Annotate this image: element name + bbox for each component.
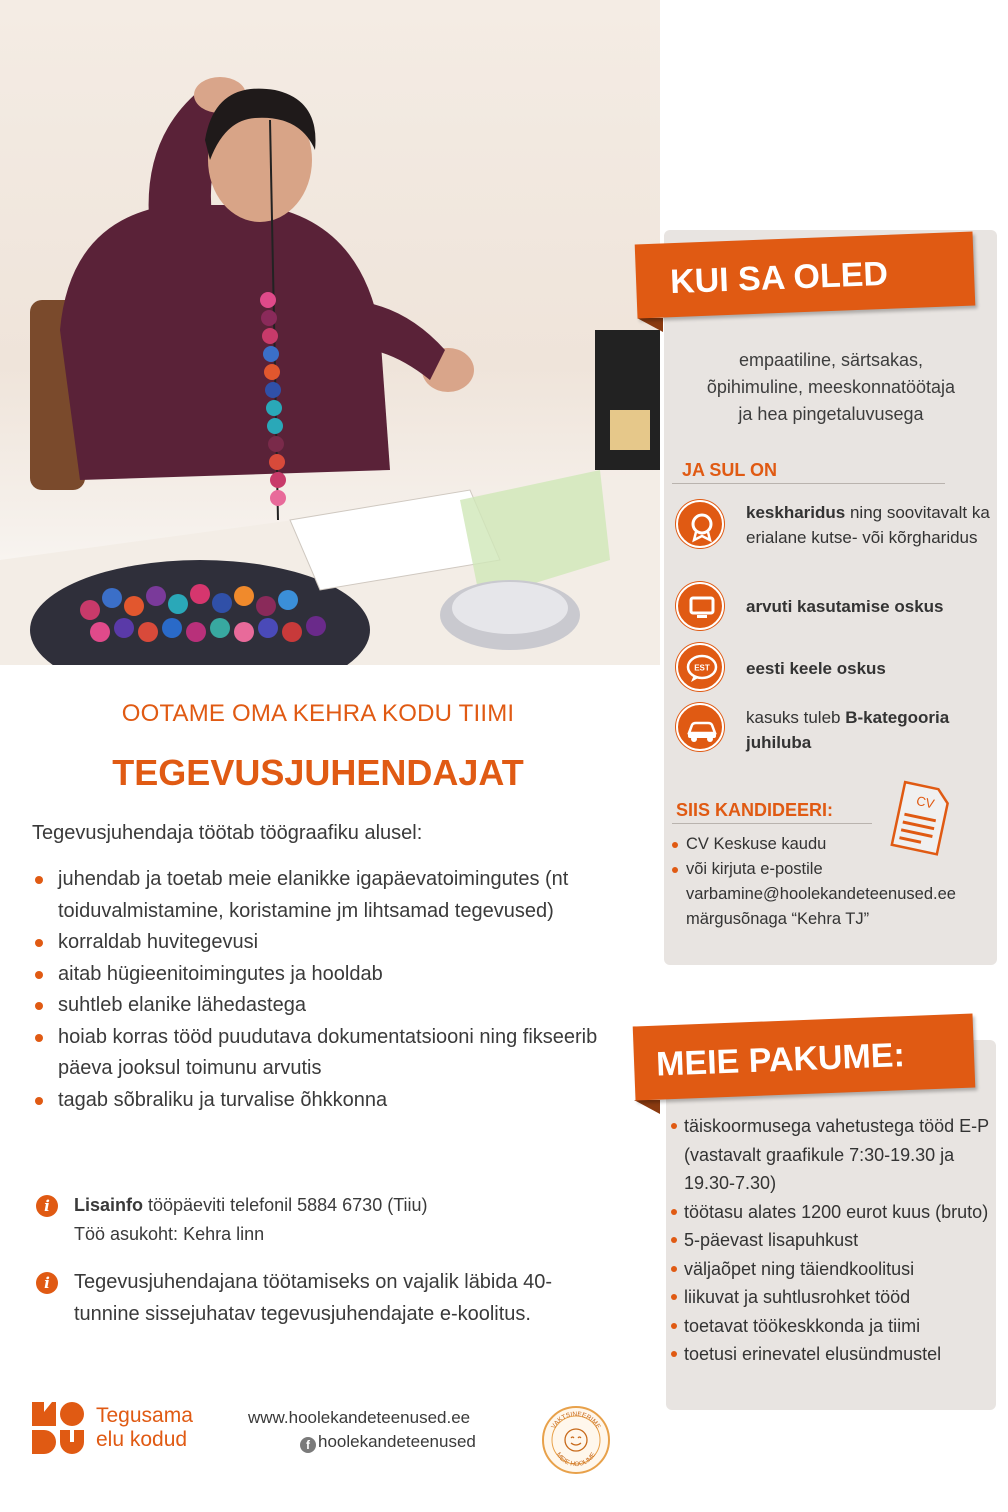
duty-item: tagab sõbraliku ja turvalise õhkkonna [32, 1085, 632, 1117]
info-icon: i [36, 1195, 58, 1217]
kodu-logo [30, 1400, 86, 1456]
divider [672, 483, 945, 484]
hero-kicker: OOTAME OMA KEHRA KODU TIIMI [121, 700, 515, 727]
requirements-banner: KUI SA OLED [635, 232, 976, 319]
traits-line: õpihimuline, meeskonnatöötaja [706, 377, 956, 397]
brand-line: Tegusama [96, 1404, 193, 1427]
lisainfo-label: Lisainfo [74, 1195, 144, 1215]
offer-item: väljaõpet ning täiendkoolitusi [668, 1255, 994, 1284]
badge-bottom-text: MEIE HOOLIME [554, 1451, 598, 1469]
monitor-icon [676, 582, 724, 630]
badge-top-text: VAKTSINEERIME [550, 1410, 602, 1431]
duty-item: juhendab ja toetab meie elanikke igapäevatoimingutes (nt toiduvalmistamine, koristamine jm lihtsamad tegevused) [32, 864, 632, 927]
duty-item: korraldab huvitegevusi [32, 927, 632, 959]
contact-info [36, 1191, 636, 1251]
offer-item: liikuvat ja suhtlusrohket tööd [668, 1283, 994, 1312]
facebook-link[interactable]: hoolekandeteenused [318, 1432, 476, 1451]
banner-fold [637, 318, 663, 332]
offer-item: 5-päevast lisapuhkust [668, 1226, 994, 1255]
training-text: Tegevusjuhendajana töötamiseks on vajalik läbida 40-tunnine sissejuhatav tegevusjuhendajate e-koolitus. [74, 1271, 553, 1325]
license-bold: B-kategooria juhiluba [746, 708, 950, 752]
offer-banner: MEIE PAKUME: [633, 1014, 976, 1101]
car-icon [676, 703, 724, 751]
duty-item: suhtleb elanike lähedastega [32, 990, 632, 1022]
traits-line: empaatiline, särtsakas, [738, 350, 924, 370]
speech-bubble-icon [676, 643, 724, 691]
cv-label: CV [914, 793, 936, 812]
website-link[interactable]: www.hoolekandeteenused.ee [248, 1408, 471, 1427]
hero-photo [0, 0, 660, 665]
divider [672, 823, 872, 824]
duties-intro: Tegevusjuhendaja töötab töögraafiku alusel: [32, 822, 423, 844]
banner-fold [634, 1100, 660, 1114]
license-text: kasuks tuleb [746, 708, 846, 727]
duty-item: hoiab korras tööd puudutava dokumentatsiooni ning fikseerib päeva jooksul toimunu arvutis [32, 1022, 632, 1085]
work-location: Töö asukoht: Kehra linn [74, 1224, 265, 1244]
language-skill: eesti keele oskus [746, 659, 886, 678]
offer-item: töötasu alates 1200 eurot kuus (bruto) [668, 1198, 994, 1227]
lisainfo-phone: tööpäeviti telefonil 5884 6730 (Tiiu) [143, 1195, 428, 1215]
est-label: EST [694, 663, 710, 673]
brand-line: elu kodud [96, 1428, 188, 1451]
vaccination-badge [540, 1404, 612, 1476]
brand-name [96, 1404, 193, 1452]
have-heading: JA SUL ON [682, 460, 778, 480]
offer-item: täiskoormusega vahetustega tööd E-P (vastavalt graafikule 7:30-19.30 ja 19.30-7.30) [668, 1112, 994, 1198]
education-text: ning soovitavalt ka erialane kutse- või kõrgharidus [746, 503, 990, 547]
apply-list [668, 832, 998, 932]
education-bold: keskharidus [746, 503, 846, 522]
apply-heading: SIIS KANDIDEERI: [676, 800, 834, 820]
offer-item: toetusi erinevatel elusündmustel [668, 1340, 994, 1369]
info-icon: i [36, 1272, 58, 1294]
duty-item: aitab hügieenitoimingutes ja hooldab [32, 959, 632, 991]
duties-list [32, 864, 632, 1116]
traits-line: ja hea pingetaluvusega [738, 404, 924, 424]
job-title: TEGEVUSJUHENDAJAT [112, 752, 524, 793]
apply-keyword: märgusõnaga “Kehra TJ” [686, 910, 870, 928]
apply-item: CV Keskuse kaudu [668, 832, 998, 857]
computer-skill: arvuti kasutamise oskus [746, 597, 944, 616]
offer-item: toetavat töökeskkonda ja tiimi [668, 1312, 994, 1341]
facebook-icon: f [300, 1437, 316, 1453]
apply-email[interactable]: varbamine@hoolekandeteenused.ee [686, 885, 956, 903]
offer-list [668, 1112, 994, 1369]
training-info [36, 1266, 636, 1366]
personal-traits [676, 347, 986, 428]
graduation-icon [676, 500, 724, 548]
footer-links [248, 1406, 476, 1454]
apply-item: või kirjuta e-postile [668, 857, 998, 882]
